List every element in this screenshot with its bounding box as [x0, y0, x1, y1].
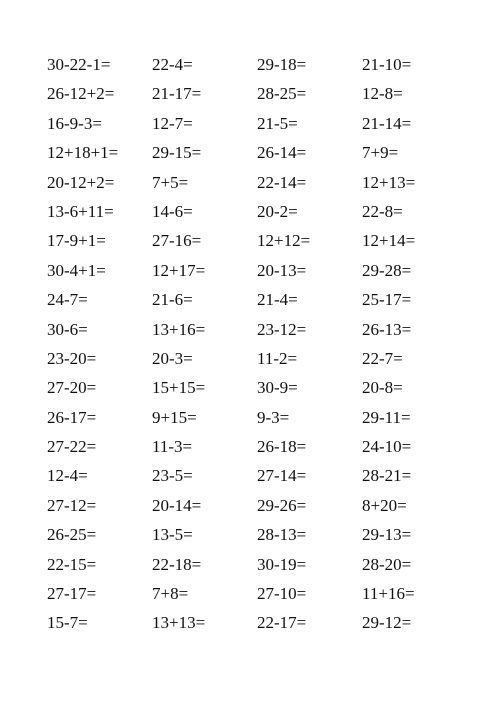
math-problem: 11-2=: [257, 348, 298, 368]
math-problem: 27-12=: [47, 495, 97, 515]
math-problem: 25-17=: [362, 290, 412, 310]
math-problem: 29-13=: [362, 525, 412, 545]
math-problem: 27-10=: [257, 584, 307, 604]
math-problem: 21-4=: [257, 290, 298, 310]
math-problem: 13+13=: [152, 613, 206, 633]
math-problem: 29-15=: [152, 143, 202, 163]
math-problem: 13-5=: [152, 525, 193, 545]
math-problem: 21-6=: [152, 290, 193, 310]
math-problem: 27-17=: [47, 584, 97, 604]
math-problem: 20-8=: [362, 378, 403, 398]
math-problem: 28-20=: [362, 554, 412, 574]
math-problem: 26-17=: [47, 407, 97, 427]
math-problem: 28-25=: [257, 84, 307, 104]
math-problem: 29-18=: [257, 55, 307, 74]
math-problem: 27-22=: [47, 437, 97, 457]
math-problem: 30-22-1=: [47, 55, 111, 74]
math-problem: 29-26=: [257, 495, 307, 515]
math-problem: 27-20=: [47, 378, 97, 398]
math-problem: 14-6=: [152, 201, 193, 221]
math-problem: 27-14=: [257, 466, 307, 486]
math-problem: 12+12=: [257, 231, 311, 251]
math-problem: 7+8=: [152, 584, 189, 604]
math-problem: 26-25=: [47, 525, 97, 545]
math-problem: 11+16=: [362, 584, 415, 604]
math-problem: 21-5=: [257, 113, 298, 133]
math-problem: 30-6=: [47, 319, 88, 339]
math-problem: 23-20=: [47, 348, 97, 368]
math-problem: 15+15=: [152, 378, 206, 398]
math-problem: 13+16=: [152, 319, 206, 339]
math-problem: 20-12+2=: [47, 172, 115, 192]
math-problem: 22-17=: [257, 613, 307, 633]
math-problem: 26-13=: [362, 319, 412, 339]
math-problem: 26-14=: [257, 143, 307, 163]
math-problem: 20-13=: [257, 260, 307, 280]
math-problem: 21-17=: [152, 84, 202, 104]
math-problem: 12-7=: [152, 113, 193, 133]
math-problem: 7+9=: [362, 143, 399, 163]
math-problem: 12+18+1=: [47, 143, 119, 163]
math-problem: 22-18=: [152, 554, 202, 574]
math-problem: 21-10=: [362, 55, 412, 74]
math-problem: 24-10=: [362, 437, 412, 457]
math-problem: 17-9+1=: [47, 231, 106, 251]
math-problem: 12+17=: [152, 260, 206, 280]
math-problem: 20-2=: [257, 201, 298, 221]
math-problem: 12+13=: [362, 172, 416, 192]
math-problem: 11-3=: [152, 437, 193, 457]
math-problem: 8+20=: [362, 495, 407, 515]
math-problem: 12+14=: [362, 231, 416, 251]
math-problem: 22-7=: [362, 348, 403, 368]
math-problem: 23-5=: [152, 466, 193, 486]
math-problem: 7+5=: [152, 172, 189, 192]
math-problem: 22-15=: [47, 554, 97, 574]
math-problem: 26-12+2=: [47, 84, 115, 104]
math-problem: 30-9=: [257, 378, 298, 398]
problem-grid: [47, 52, 477, 640]
math-problem: 22-4=: [152, 55, 193, 74]
math-problem: 24-7=: [47, 290, 88, 310]
math-problem: 20-14=: [152, 495, 202, 515]
math-problem: 26-18=: [257, 437, 307, 457]
math-problem: 21-14=: [362, 113, 412, 133]
math-problem: 29-28=: [362, 260, 412, 280]
math-problem: 16-9-3=: [47, 113, 102, 133]
math-problem: 28-13=: [257, 525, 307, 545]
math-problem: 13-6+11=: [47, 201, 114, 221]
math-problem: 12-4=: [47, 466, 88, 486]
math-problem: 22-8=: [362, 201, 403, 221]
math-problem: 12-8=: [362, 84, 403, 104]
math-problem: 22-14=: [257, 172, 307, 192]
math-problem: 29-11=: [362, 407, 411, 427]
math-problem: 29-12=: [362, 613, 412, 633]
math-problem: 15-7=: [47, 613, 88, 633]
math-problem: 20-3=: [152, 348, 193, 368]
math-problem: 30-4+1=: [47, 260, 106, 280]
math-problem: 9+15=: [152, 407, 197, 427]
math-problem: 28-21=: [362, 466, 412, 486]
math-problem: 23-12=: [257, 319, 307, 339]
math-problem: 30-19=: [257, 554, 307, 574]
math-problem: 9-3=: [257, 407, 290, 427]
math-problem: 27-16=: [152, 231, 202, 251]
